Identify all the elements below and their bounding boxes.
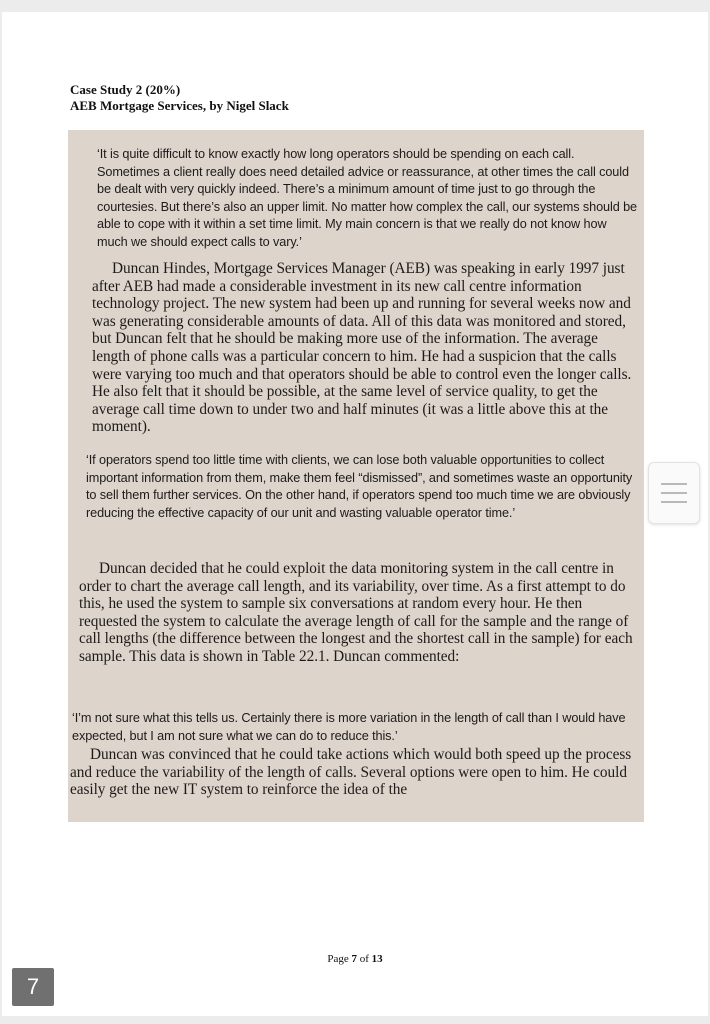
footer-total-pages: 13 — [371, 953, 383, 965]
body-paragraph-2: Duncan Hindes, Mortgage Services Manager (AEB) was speaking in early 1997 just after AEB had made a considerable investment in its new call centre information technology project. The new system had been up and running for several weeks now and was generating considerable amounts of data. All of this data was monitored and stored, but Duncan felt that he should be making more use of the information. The average length of phone calls was a particular concern to him. He had a suspicion that the calls were varying too much and that operators should be able to control even the longer calls. He also felt that it should be possible, at the same level of service quality, to get the average call time down to under two and half minutes (it was a little above this at the moment). — [92, 260, 632, 436]
menu-line-icon — [661, 483, 687, 485]
case-study-subtitle: AEB Mortgage Services, by Nigel Slack — [70, 98, 289, 113]
quote-paragraph-3: ‘If operators spend too little time with clients, we can lose both valuable opportunities to collect important information from them, make them feel “dismissed”, and sometimes waste an opportunity to sell them further services. On the other hand, if operators spend too much time we are obviously reducing the effective capacity of our unit and wasting valuable operator time.’ — [86, 453, 633, 520]
footer-page-label: Page — [327, 953, 349, 965]
menu-line-icon — [661, 492, 687, 494]
quote-paragraph-5: ‘I’m not sure what this tells us. Certainly there is more variation in the length of call than I would have expected, but I am not sure what we can do to reduce this.’ — [72, 711, 626, 743]
quote-paragraph-1: ‘It is quite difficult to know exactly how long operators should be spending on each call. Sometimes a client really does need detailed advice or reassurance, at other times the call could be dealt with very quickly indeed. There’s a minimum amount of time just to go through the courtesies. But there’s also an upper limit. No matter how complex the call, our systems should be able to cope with it within a set time limit. My main concern is that we really do not know how much we should expect calls to vary.’ — [97, 147, 638, 249]
document-page — [2, 12, 708, 1016]
scanned-text-image — [68, 130, 644, 822]
menu-line-icon — [661, 501, 687, 503]
footer-of-label: of — [359, 953, 369, 965]
body-paragraph-4: Duncan decided that he could exploit the data monitoring system in the call centre in order to chart the average call length, and its variability, over time. As a first attempt to do this, he used the system to sample six conversations at random every hour. He then requested the system to calculate the average length of call for the sample and the range of call lengths (the difference between the longest and the shortest call in the sample) for each sample. This data is shown in Table 22.1. Duncan commented: — [79, 560, 633, 665]
menu-icon[interactable] — [648, 462, 700, 524]
page-footer — [2, 953, 708, 965]
document-header — [70, 82, 289, 114]
body-paragraph-6: Duncan was convinced that he could take actions which would both speed up the process and reduce the variability of the length of calls. Several options were open to him. He could easily get the new IT system to reinforce the idea of the — [70, 746, 632, 799]
page-number-badge[interactable]: 7 — [12, 968, 54, 1006]
footer-current-page: 7 — [351, 953, 357, 965]
case-study-title: Case Study 2 (20%) — [70, 82, 181, 97]
